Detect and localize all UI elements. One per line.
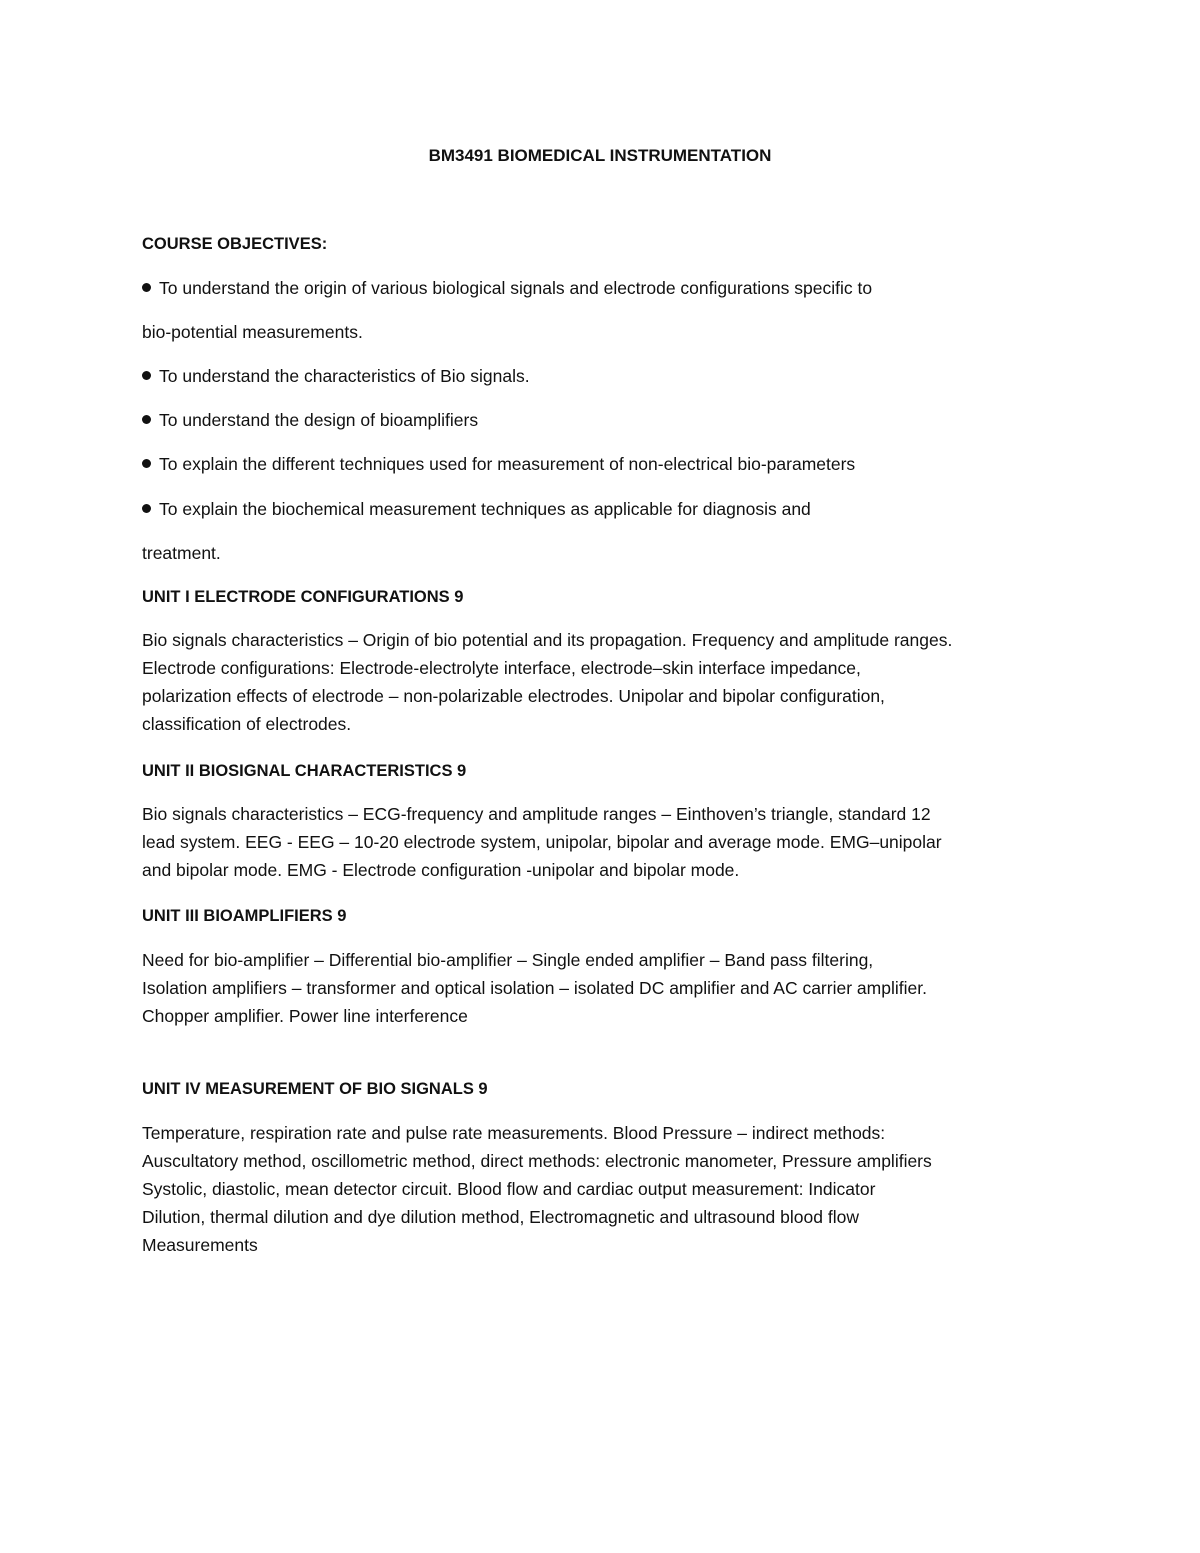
unit-body-line: polarization effects of electrode – non-polarizable electrodes. Unipolar and bipolar configuration, (142, 686, 885, 706)
objective-text: To understand the origin of various biological signals and electrode configurations specific to (159, 278, 873, 298)
objective-text: To explain the different techniques used for measurement of non-electrical bio-parameters (159, 454, 856, 474)
unit-body-line: lead system. EEG - EEG – 10-20 electrode system, unipolar, bipolar and average mode. EMG–unipolar (142, 832, 942, 852)
unit-body-line: Electrode configurations: Electrode-electrolyte interface, electrode–skin interface impedance, (142, 658, 861, 678)
unit-body-line: Chopper amplifier. Power line interference (142, 1006, 468, 1026)
unit-body-line: Temperature, respiration rate and pulse rate measurements. Blood Pressure – indirect methods: (142, 1123, 886, 1143)
unit-heading: UNIT III BIOAMPLIFIERS 9 (142, 907, 347, 925)
objective-item (142, 452, 855, 476)
objective-text: To understand the design of bioamplifiers (159, 410, 479, 430)
unit-heading: UNIT II BIOSIGNAL CHARACTERISTICS 9 (142, 762, 467, 780)
document-title: BM3491 BIOMEDICAL INSTRUMENTATION (428, 146, 772, 165)
unit-body (142, 626, 1062, 738)
unit-body (142, 800, 1062, 884)
unit-body-line: Isolation amplifiers – transformer and optical isolation – isolated DC amplifier and AC carrier amplifier. (142, 978, 927, 998)
objective-text: To explain the biochemical measurement techniques as applicable for diagnosis and (159, 499, 811, 519)
objective-item (142, 408, 478, 432)
objective-continuation: treatment. (142, 543, 221, 563)
unit-body-line: Bio signals characteristics – ECG-frequency and amplitude ranges – Einthoven’s triangle, standard 12 (142, 804, 931, 824)
objective-item (142, 497, 811, 521)
unit-body (142, 1119, 1062, 1259)
unit-body-line: Systolic, diastolic, mean detector circuit. Blood flow and cardiac output measurement: Indicator (142, 1179, 876, 1199)
unit-body-line: Measurements (142, 1235, 258, 1255)
bullet-icon (142, 459, 151, 468)
unit-body-line: Auscultatory method, oscillometric method, direct methods: electronic manometer, Pressure amplifiers (142, 1151, 932, 1171)
unit-body-line: Dilution, thermal dilution and dye dilution method, Electromagnetic and ultrasound blood flow (142, 1207, 859, 1227)
bullet-icon (142, 283, 151, 292)
unit-heading: UNIT I ELECTRODE CONFIGURATIONS 9 (142, 588, 464, 606)
unit-body-line: Need for bio-amplifier – Differential bio-amplifier – Single ended amplifier – Band pass filtering, (142, 950, 874, 970)
bullet-icon (142, 504, 151, 513)
objective-item (142, 276, 872, 300)
unit-body (142, 946, 1062, 1030)
bullet-icon (142, 371, 151, 380)
objective-continuation: bio-potential measurements. (142, 322, 363, 342)
unit-body-line: Bio signals characteristics – Origin of bio potential and its propagation. Frequency and amplitude ranges. (142, 630, 953, 650)
unit-body-line: and bipolar mode. EMG - Electrode configuration -unipolar and bipolar mode. (142, 860, 740, 880)
objective-text: To understand the characteristics of Bio signals. (159, 366, 530, 386)
bullet-icon (142, 415, 151, 424)
unit-body-line: classification of electrodes. (142, 714, 352, 734)
unit-heading: UNIT IV MEASUREMENT OF BIO SIGNALS 9 (142, 1080, 488, 1098)
objectives-heading: COURSE OBJECTIVES: (142, 235, 328, 253)
objective-item (142, 364, 530, 388)
